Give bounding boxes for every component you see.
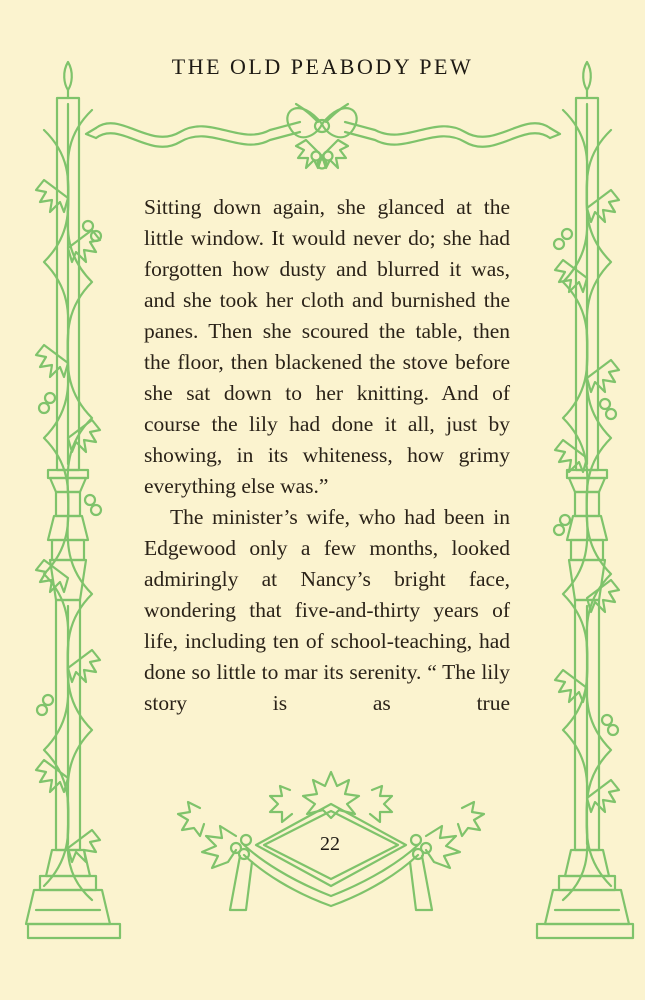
body-text bbox=[144, 192, 510, 719]
page-number: 22 bbox=[320, 833, 340, 855]
running-head: THE OLD PEABODY PEW bbox=[171, 54, 474, 79]
paragraph: The minister’s wife, who had been in Edgewood only a few months, looked admiringly at Nancy’s bright face, wondering that five-and-thirty years of life, including ten of school-teaching, had done so little to mar its serenity. “ The lily story is as true bbox=[144, 505, 510, 715]
left-candlestick-icon bbox=[26, 62, 120, 938]
right-candlestick-icon bbox=[537, 62, 633, 938]
paragraph: Sitting down again, she glanced at the little window. It would never do; she had forgotten how dusty and blurred it was, and she took her cloth and burnished the panes. Then she scoured the table, then the floor, then blackened the stove before she sat down to her knitting. And of course the lily had done it all, just by showing, in its whiteness, how grimy everything else was.” bbox=[144, 195, 510, 498]
ribbon-bow-icon bbox=[86, 104, 560, 169]
